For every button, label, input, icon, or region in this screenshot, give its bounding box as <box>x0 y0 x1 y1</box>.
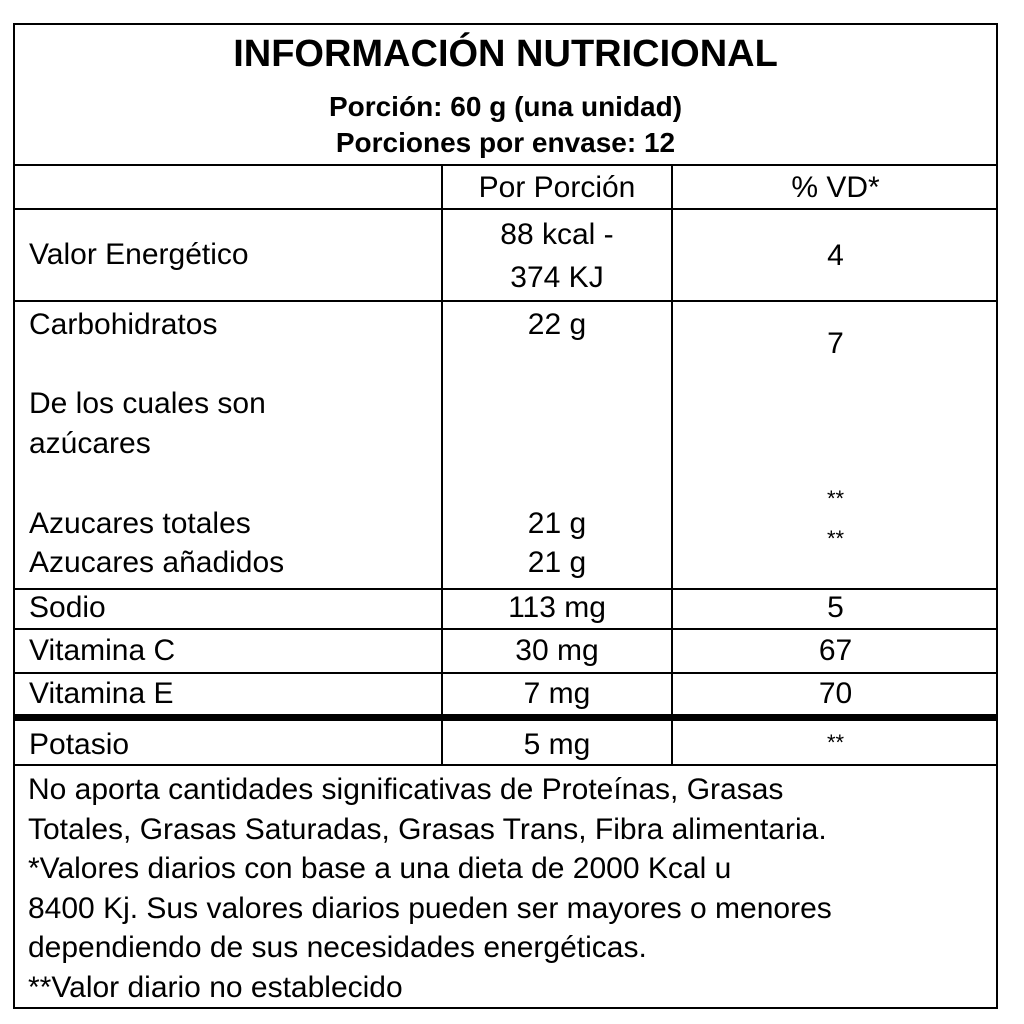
serving-size: Porción: 60 g (una unidad) <box>328 91 683 122</box>
footer-line-6: **Valor diario no establecido <box>28 970 403 1004</box>
carbs-amount: 22 g <box>527 308 587 341</box>
servings-per-container: Porciones por envase: 12 <box>335 127 676 158</box>
footer-line-1: No aporta cantidades significativas de Proteínas, Grasas <box>28 773 784 806</box>
divider-energy <box>15 300 996 302</box>
footer-notes <box>28 770 978 1007</box>
divider-header <box>15 164 996 166</box>
added-sugars-label: Azucares añadidos <box>29 546 285 579</box>
column-divider-1 <box>441 164 443 764</box>
sodium-dv: 5 <box>827 591 844 624</box>
energy-amount-kj: 374 KJ <box>510 261 604 294</box>
column-header-daily-value: % VD* <box>791 171 880 204</box>
total-sugars-amount: 21 g <box>527 507 587 540</box>
carbs-dv: 7 <box>827 327 844 360</box>
total-sugars-label: Azucares totales <box>29 507 251 540</box>
potassium-dv: ** <box>826 730 845 755</box>
vitamin-c-dv: 67 <box>818 634 853 667</box>
sodium-label: Sodio <box>29 591 106 624</box>
column-header-per-serving: Por Porción <box>478 171 636 204</box>
energy-dv: 4 <box>827 239 844 272</box>
added-sugars-amount: 21 g <box>527 546 587 579</box>
divider-potassium <box>15 764 996 766</box>
potassium-label: Potasio <box>29 728 130 761</box>
footer-line-3: *Valores diarios con base a una dieta de 2000 Kcal u <box>28 852 732 885</box>
vitamin-c-label: Vitamina C <box>29 634 176 667</box>
divider-columns <box>15 208 996 210</box>
added-sugars-dv: ** <box>826 526 845 551</box>
divider-carbs <box>15 588 996 590</box>
label-title: INFORMACIÓN NUTRICIONAL <box>233 33 778 75</box>
vitamin-e-dv: 70 <box>818 677 853 710</box>
footer-line-5: dependiendo de sus necesidades energéticas. <box>28 931 647 964</box>
vitamin-e-amount: 7 mg <box>523 677 591 710</box>
divider-thick <box>15 714 996 721</box>
sodium-amount: 113 mg <box>508 591 606 624</box>
energy-amount-kcal: 88 kcal - <box>500 218 614 251</box>
vitamin-c-amount: 30 mg <box>515 634 599 667</box>
potassium-amount: 5 mg <box>523 728 591 761</box>
footer-line-2: Totales, Grasas Saturadas, Grasas Trans, Fibra alimentaria. <box>28 812 827 846</box>
vitamin-e-label: Vitamina E <box>29 677 174 710</box>
divider-vitamin-c <box>15 672 996 674</box>
divider-sodium <box>15 628 996 630</box>
energy-label: Valor Energético <box>29 238 249 271</box>
footer-line-4: 8400 Kj. Sus valores diarios pueden ser mayores o menores <box>28 891 832 925</box>
sugars-header-line1: De los cuales son <box>29 387 266 420</box>
carbs-label: Carbohidratos <box>29 308 218 341</box>
total-sugars-dv: ** <box>826 486 845 511</box>
nutrition-facts-label <box>13 23 998 1009</box>
sugars-header-line2: azúcares <box>29 427 151 460</box>
